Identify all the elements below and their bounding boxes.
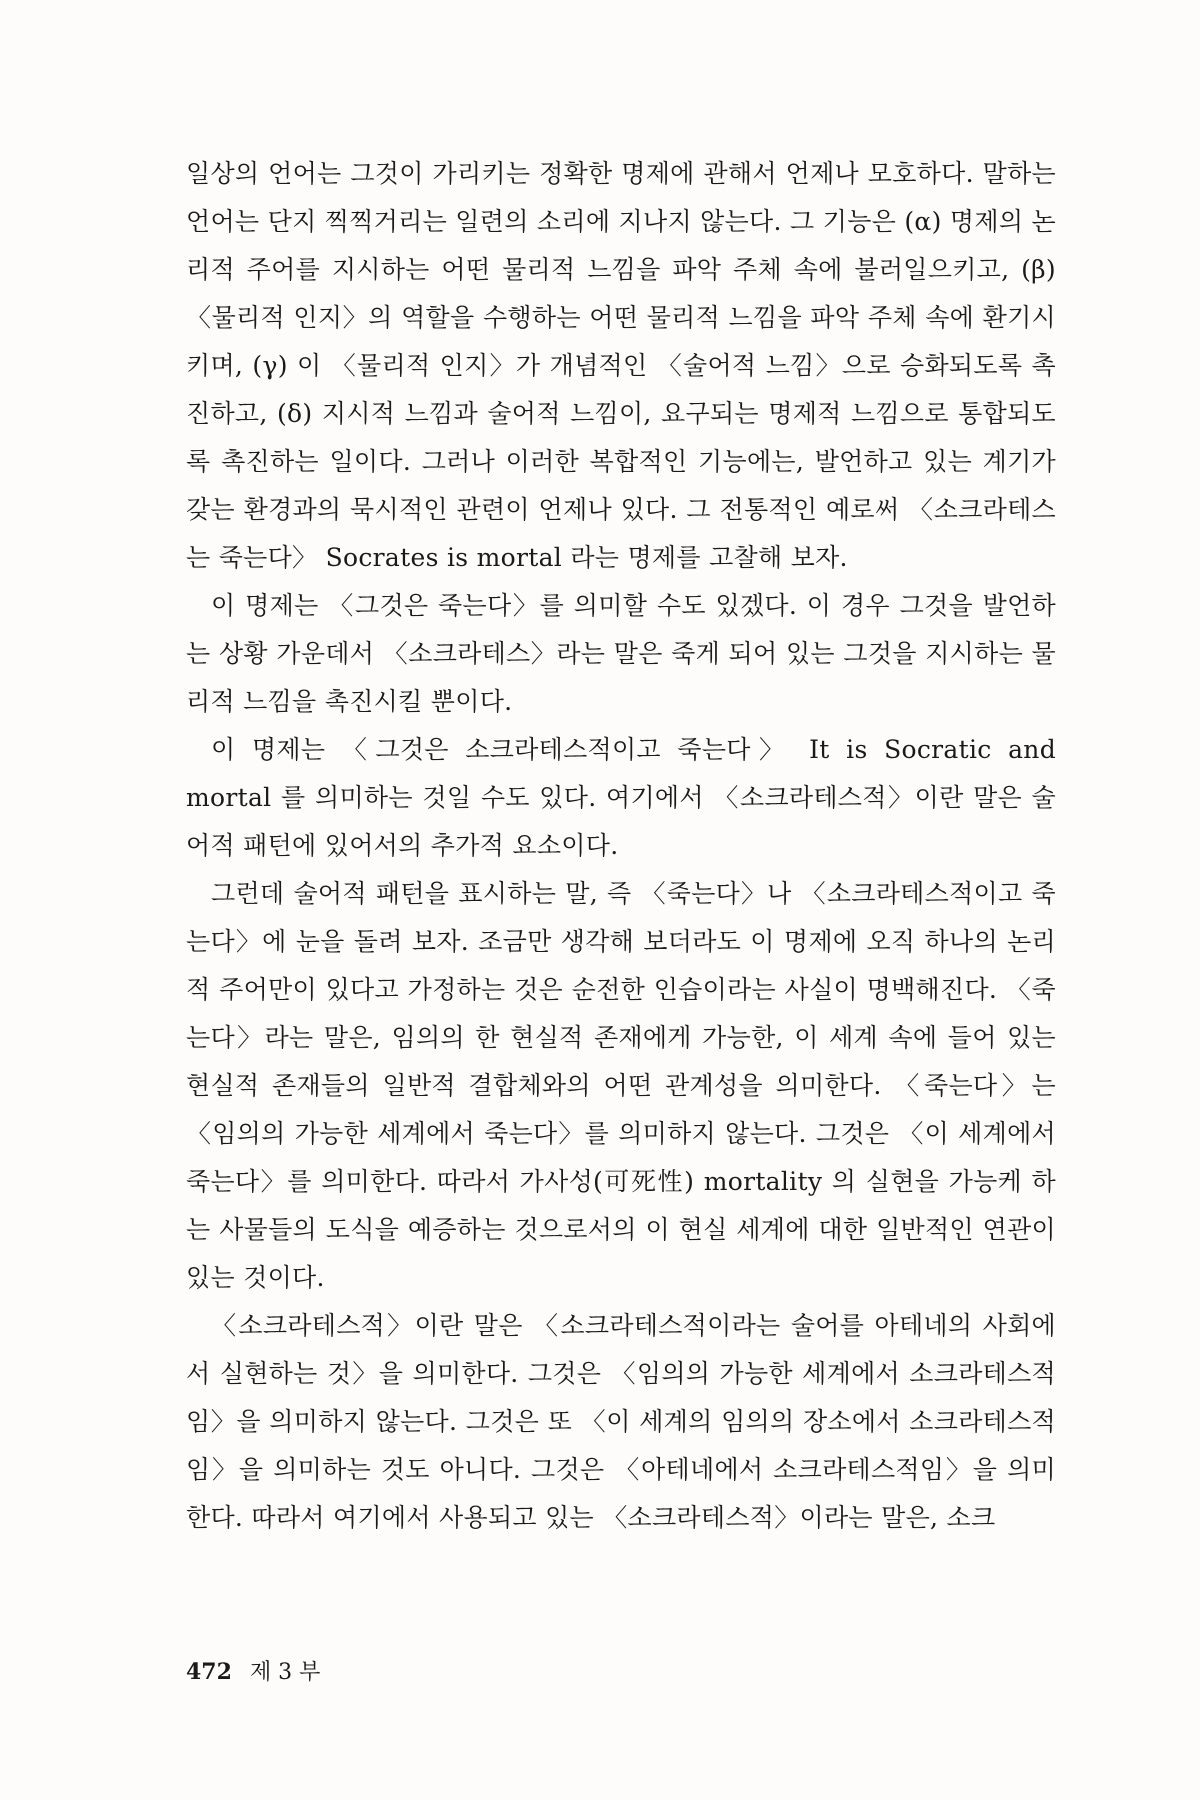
paragraph-1: 일상의 언어는 그것이 가리키는 정확한 명제에 관해서 언제나 모호하다. 말하는 언어는 단지 찍찍거리는 일련의 소리에 지나지 않는다. 그 기능은 (α) 명제의 논리적 주어를 지시하는 어떤 물리적 느낌을 파악 주체 속에 불러일으키고, (β) 〈물리적 인지〉의 역할을 수행하는 어떤 물리적 느낌을 파악 주체 속에 환기시키며, (γ) 이 〈물리적 인지〉가 개념적인 〈술어적 느낌〉으로 승화되도록 촉진하고, (δ) 지시적 느낌과 술어적 느낌이, 요구되는 명제적 느낌으로 통합되도록 촉진하는 일이다. 그러나 이러한 복합적인 기능에는, 발언하고 있는 계기가 갖는 환경과의 묵시적인 관련이 언제나 있다. 그 전통적인 예로써 〈소크라테스는 죽는다〉 Socrates is mortal 라는 명제를 고찰해 보자.: [186, 159, 1056, 572]
section-label: 제 3 부: [249, 1660, 321, 1685]
page-footer: [186, 1655, 320, 1686]
paragraph-5: 〈소크라테스적〉이란 말은 〈소크라테스적이라는 술어를 아테네의 사회에서 실현하는 것〉을 의미한다. 그것은 〈임의의 가능한 세계에서 소크라테스적임〉을 의미하지 않는다. 그것은 또 〈이 세계의 임의의 장소에서 소크라테스적임〉을 의미하는 것도 아니다. 그것은 〈아테네에서 소크라테스적임〉을 의미한다. 따라서 여기에서 사용되고 있는 〈소크라테스적〉이라는 말은, 소크: [186, 1311, 1056, 1532]
paragraph-3: 이 명제는 〈그것은 소크라테스적이고 죽는다〉 It is Socratic and mortal 를 의미하는 것일 수도 있다. 여기에서 〈소크라테스적〉이란 말은 술어적 패턴에 있어서의 추가적 요소이다.: [186, 735, 1056, 860]
paragraph-4: 그런데 술어적 패턴을 표시하는 말, 즉 〈죽는다〉나 〈소크라테스적이고 죽는다〉에 눈을 돌려 보자. 조금만 생각해 보더라도 이 명제에 오직 하나의 논리적 주어만이 있다고 가정하는 것은 순전한 인습이라는 사실이 명백해진다. 〈죽는다〉라는 말은, 임의의 한 현실적 존재에게 가능한, 이 세계 속에 들어 있는 현실적 존재들의 일반적 결합체와의 어떤 관계성을 의미한다. 〈죽는다〉는 〈임의의 가능한 세계에서 죽는다〉를 의미하지 않는다. 그것은 〈이 세계에서 죽는다〉를 의미한다. 따라서 가사성(可死性) mortality 의 실현을 가능케 하는 사물들의 도식을 예증하는 것으로서의 이 현실 세계에 대한 일반적인 연관이 있는 것이다.: [186, 879, 1056, 1292]
page-number: 472: [186, 1659, 232, 1685]
paragraph-2: 이 명제는 〈그것은 죽는다〉를 의미할 수도 있겠다. 이 경우 그것을 발언하는 상황 가운데서 〈소크라테스〉라는 말은 죽게 되어 있는 그것을 지시하는 물리적 느낌을 촉진시킬 뿐이다.: [186, 591, 1056, 716]
body-text: [186, 150, 1056, 1542]
